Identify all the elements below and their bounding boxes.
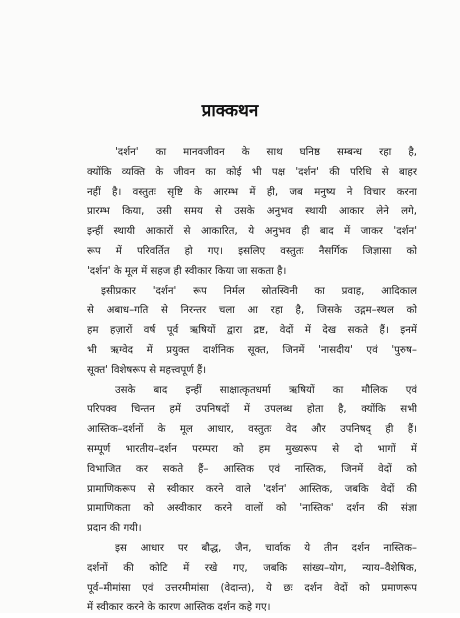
paragraph-1 (87, 143, 417, 282)
text-line: पूर्व–मीमांसा एवं उत्तरमीमांसा (वेदान्त), ये छः दर्शन वेदों को प्रमाणरूप (87, 582, 417, 594)
text-line: भी ऋग्वेद में प्रयुक्त दार्शनिक सूक्त, जिनमें 'नासदीय' एवं 'पुरुष– (87, 344, 417, 356)
text-line: प्रामाणिकरूप से स्वीकार करने वाले 'दर्शन' आस्तिक, जबकि वेदों की (87, 483, 417, 495)
body-text (87, 143, 417, 618)
text-line: आस्तिक–दर्शनों के मूल आधार, वस्तुतः वेद और उपनिषद् ही हैं। (87, 424, 417, 436)
text-line: हम हज़ारों वर्ष पूर्व ऋषियों द्वारा द्रष्ट, वेदों में देख सकते हैं। इनमें (87, 325, 417, 337)
text-line: प्रारम्भ किया, उसी समय से उसके अनुभव स्थायी आकार लेने लगे, (87, 206, 417, 218)
text-line: इसीप्रकार 'दर्शन' रूप निर्मल स्रोतस्विनी का प्रवाह, आदिकाल (101, 285, 417, 297)
text-line: इन्हीं स्थायी आकारों से आकारित, ये अनुभव ही बाद में जाकर 'दर्शन' (87, 226, 417, 238)
text-line: क्योंकि व्यक्ति के जीवन का कोई भी पक्ष 'दर्शन' की परिधि से बाहर (87, 166, 417, 178)
text-line: विभाजित कर सकते हैं– आस्तिक एवं नास्तिक, जिनमें वेदों को (87, 463, 417, 475)
text-line: प्रदान की गयी। (87, 523, 142, 535)
text-line: उसके बाद इन्हीं साक्षात्कृतधर्मा ऋषियों का मौलिक एवं (115, 384, 417, 396)
text-line: नहीं है। वस्तुतः सृष्टि के आरम्भ में ही, जब मनुष्य ने विचार करना (87, 186, 417, 198)
text-line: प्रामाणिकता को अस्वीकार करने वालों को 'नास्तिक' दर्शन की संज्ञा (87, 503, 417, 515)
paragraph-4 (87, 539, 417, 618)
text-line: दर्शनों की कोटि में रखे गए, जबकि सांख्य–योग, न्याय–वैशेषिक, (87, 562, 417, 574)
paragraph-2 (87, 282, 417, 381)
text-line: रूप में परिवर्तित हो गए। इसलिए वस्तुतः नैसर्गिक जिज्ञासा को (87, 245, 417, 257)
text-line: इस आधार पर बौद्ध, जैन, चार्वाक ये तीन दर्शन नास्तिक– (115, 542, 417, 554)
text-line: 'दर्शन' का मानवजीवन के साथ घनिष्ठ सम्बन्ध रहा है, (115, 147, 417, 158)
text-line: 'दर्शन' के मूल में सहज ही स्वीकार किया जा सकता है। (87, 265, 287, 277)
text-line: सम्पूर्ण भारतीय–दर्शन परम्परा को हम मुख्यरूप से दो भागों में (87, 443, 417, 455)
page-title: प्राक्कथन (201, 101, 259, 121)
text-line: में स्वीकार करने के कारण आस्तिक दर्शन कहे गए। (87, 602, 271, 614)
text-line: सूक्त' विशेषरूप से महत्त्वपूर्ण हैं। (87, 364, 207, 376)
text-line: से अबाध–गति से निरन्तर चला आ रहा है, जिसके उद्गम–स्थल को (87, 305, 417, 317)
paragraph-3 (87, 381, 417, 539)
text-line: परिपक्व चिन्तन हमें उपनिषदों में उपलब्ध होता है, क्योंकि सभी (87, 404, 417, 416)
